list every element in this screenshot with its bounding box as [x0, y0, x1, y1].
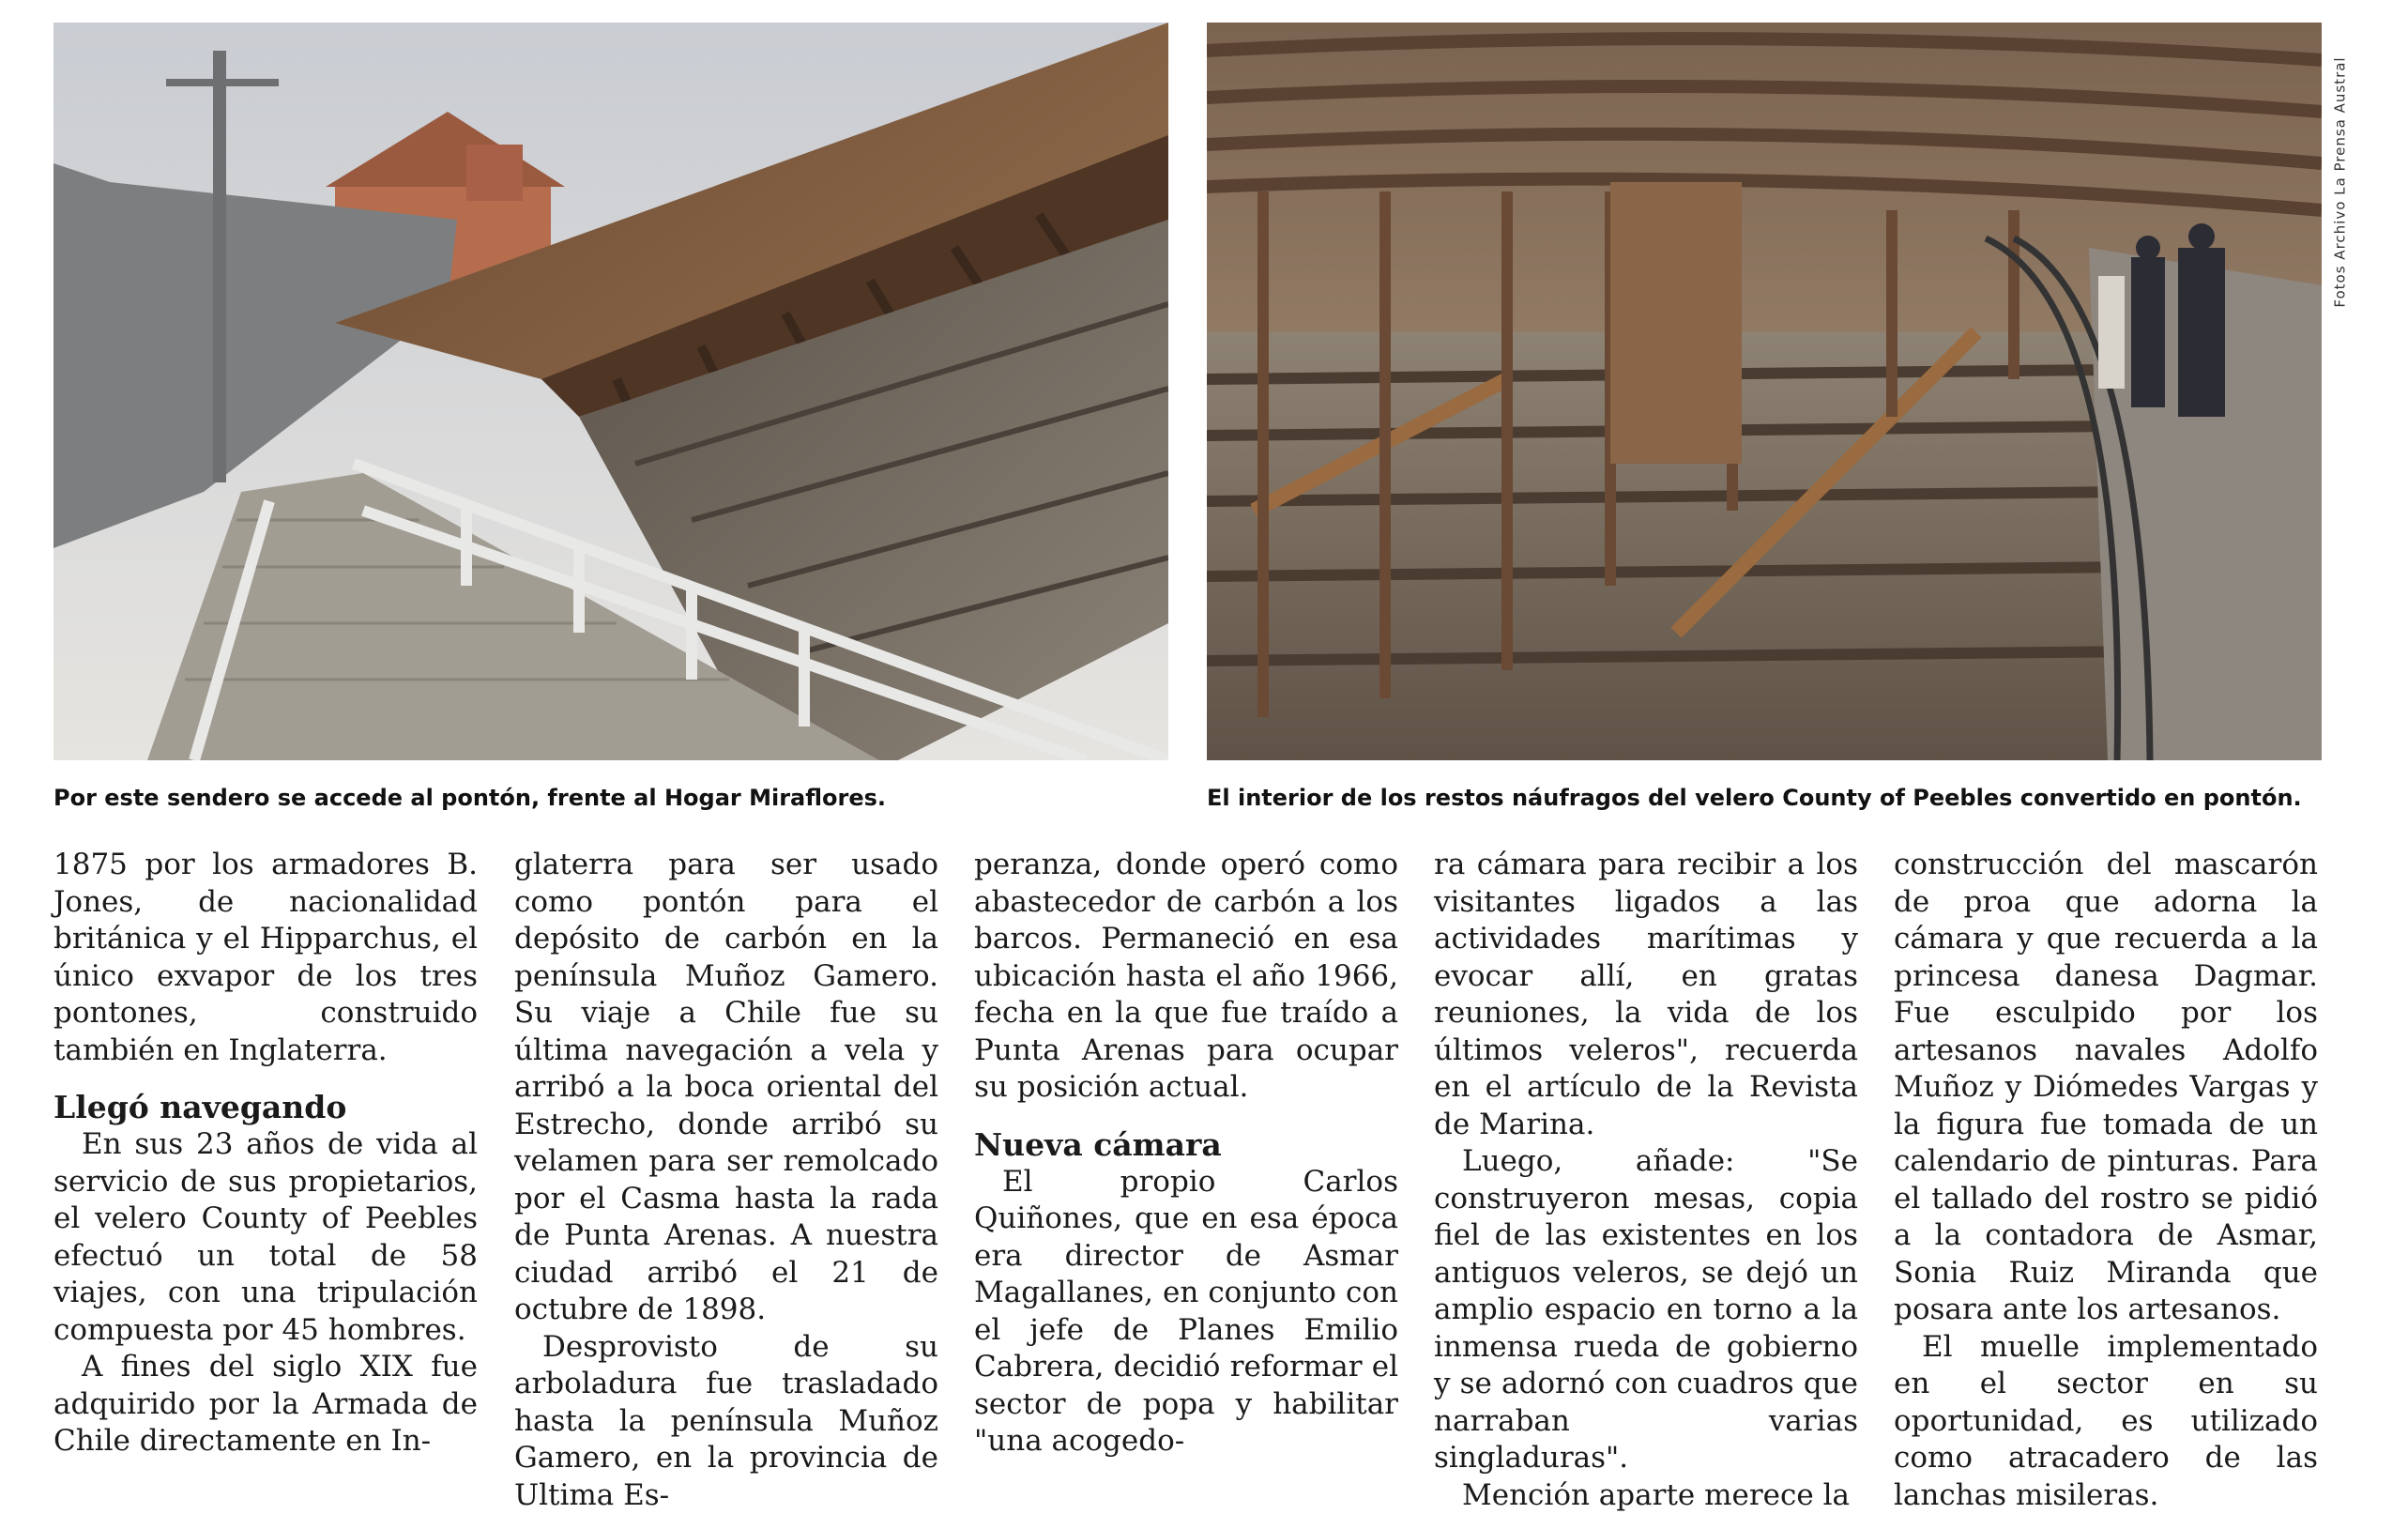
- article-paragraph: El propio Carlos Quiñones, que en esa época era director de Asmar Magallanes, en conjunto con el jefe de Planes Emilio Cabrera, decidió reformar el sector de popa y habilitar "una acogedo-: [974, 1164, 1398, 1460]
- article-paragraph: Mención aparte merece la: [1434, 1477, 1858, 1514]
- article-paragraph: El muelle implementado en el sector en su oportunidad, es utilizado como atracadero de las lanchas misileras.: [1894, 1329, 2318, 1514]
- article-column-1: [53, 847, 478, 1460]
- photo-credit: [2324, 23, 2357, 342]
- article-paragraph: 1875 por los armadores B. Jones, de nacionalidad británica y el Hipparchus, el único exvapor de los tres pontones, construido también en Inglaterra.: [53, 847, 478, 1069]
- walkway-photo-illustration: [53, 23, 1168, 760]
- article-paragraph: glaterra para ser usado como pontón para el depósito de carbón en la península Muñoz Gamero. Su viaje a Chile fue su última navegación a vela y arribó a la boca oriental del Estrecho, donde arribó su velamen para ser remolcado por el Casma hasta la rada de Punta Arenas. A nuestra ciudad arribó el 21 de octubre de 1898.: [514, 847, 938, 1329]
- article-column-3: [974, 847, 1398, 1460]
- article-column-2: [514, 847, 938, 1514]
- photo-credit-text: Fotos Archivo La Prensa Austral: [2332, 56, 2349, 307]
- article-paragraph: Luego, añade: "Se construyeron mesas, copia fiel de las existentes en los antiguos veleros, se dejó un amplio espacio en torno a la inmensa rueda de gobierno y se adornó con cuadros que narraban varias singladuras".: [1434, 1143, 1858, 1477]
- photo-pontoon-interior: [1207, 23, 2322, 760]
- article-column-4: [1434, 847, 1858, 1514]
- section-heading: Llegó navegando: [53, 1088, 478, 1126]
- article-paragraph: construcción del mascarón de proa que adorna la cámara y que recuerda a la princesa danesa Dagmar. Fue esculpido por los artesanos navales Adolfo Muñoz y Diómedes Vargas y la figura fue tomada de un calendario de pinturas. Para el tallado del rostro se pidió a la contadora de Asmar, Sonia Ruiz Miranda que posara ante los artesanos.: [1894, 847, 2318, 1329]
- photo-walkway-to-pontoon: [53, 23, 1168, 760]
- article-column-5: [1894, 847, 2318, 1514]
- article-paragraph: ra cámara para recibir a los visitantes ligados a las actividades marítimas y evocar allí, en gratas reuniones, la vida de los últimos veleros", recuerda en el artículo de la Revista de Marina.: [1434, 847, 1858, 1143]
- article-paragraph: En sus 23 años de vida al servicio de sus propietarios, el velero County of Peebles efectuó un total de 58 viajes, con una tripulación compuesta por 45 hombres.: [53, 1126, 478, 1349]
- article-paragraph: peranza, donde operó como abastecedor de carbón a los barcos. Permaneció en esa ubicación hasta el año 1966, fecha en la que fue traído a Punta Arenas para ocupar su posición actual.: [974, 847, 1398, 1107]
- section-heading: Nueva cámara: [974, 1125, 1398, 1164]
- photo-caption-left: Por este sendero se accede al pontón, frente al Hogar Miraflores.: [53, 785, 886, 811]
- photo-caption-right: El interior de los restos náufragos del velero County of Peebles convertido en pontón.: [1207, 785, 2302, 811]
- article-paragraph: Desprovisto de su arboladura fue trasladado hasta la península Muñoz Gamero, en la provincia de Ultima Es-: [514, 1329, 938, 1514]
- article-paragraph: A fines del siglo XIX fue adquirido por la Armada de Chile directamente en In-: [53, 1349, 478, 1460]
- interior-photo-illustration: [1207, 23, 2322, 760]
